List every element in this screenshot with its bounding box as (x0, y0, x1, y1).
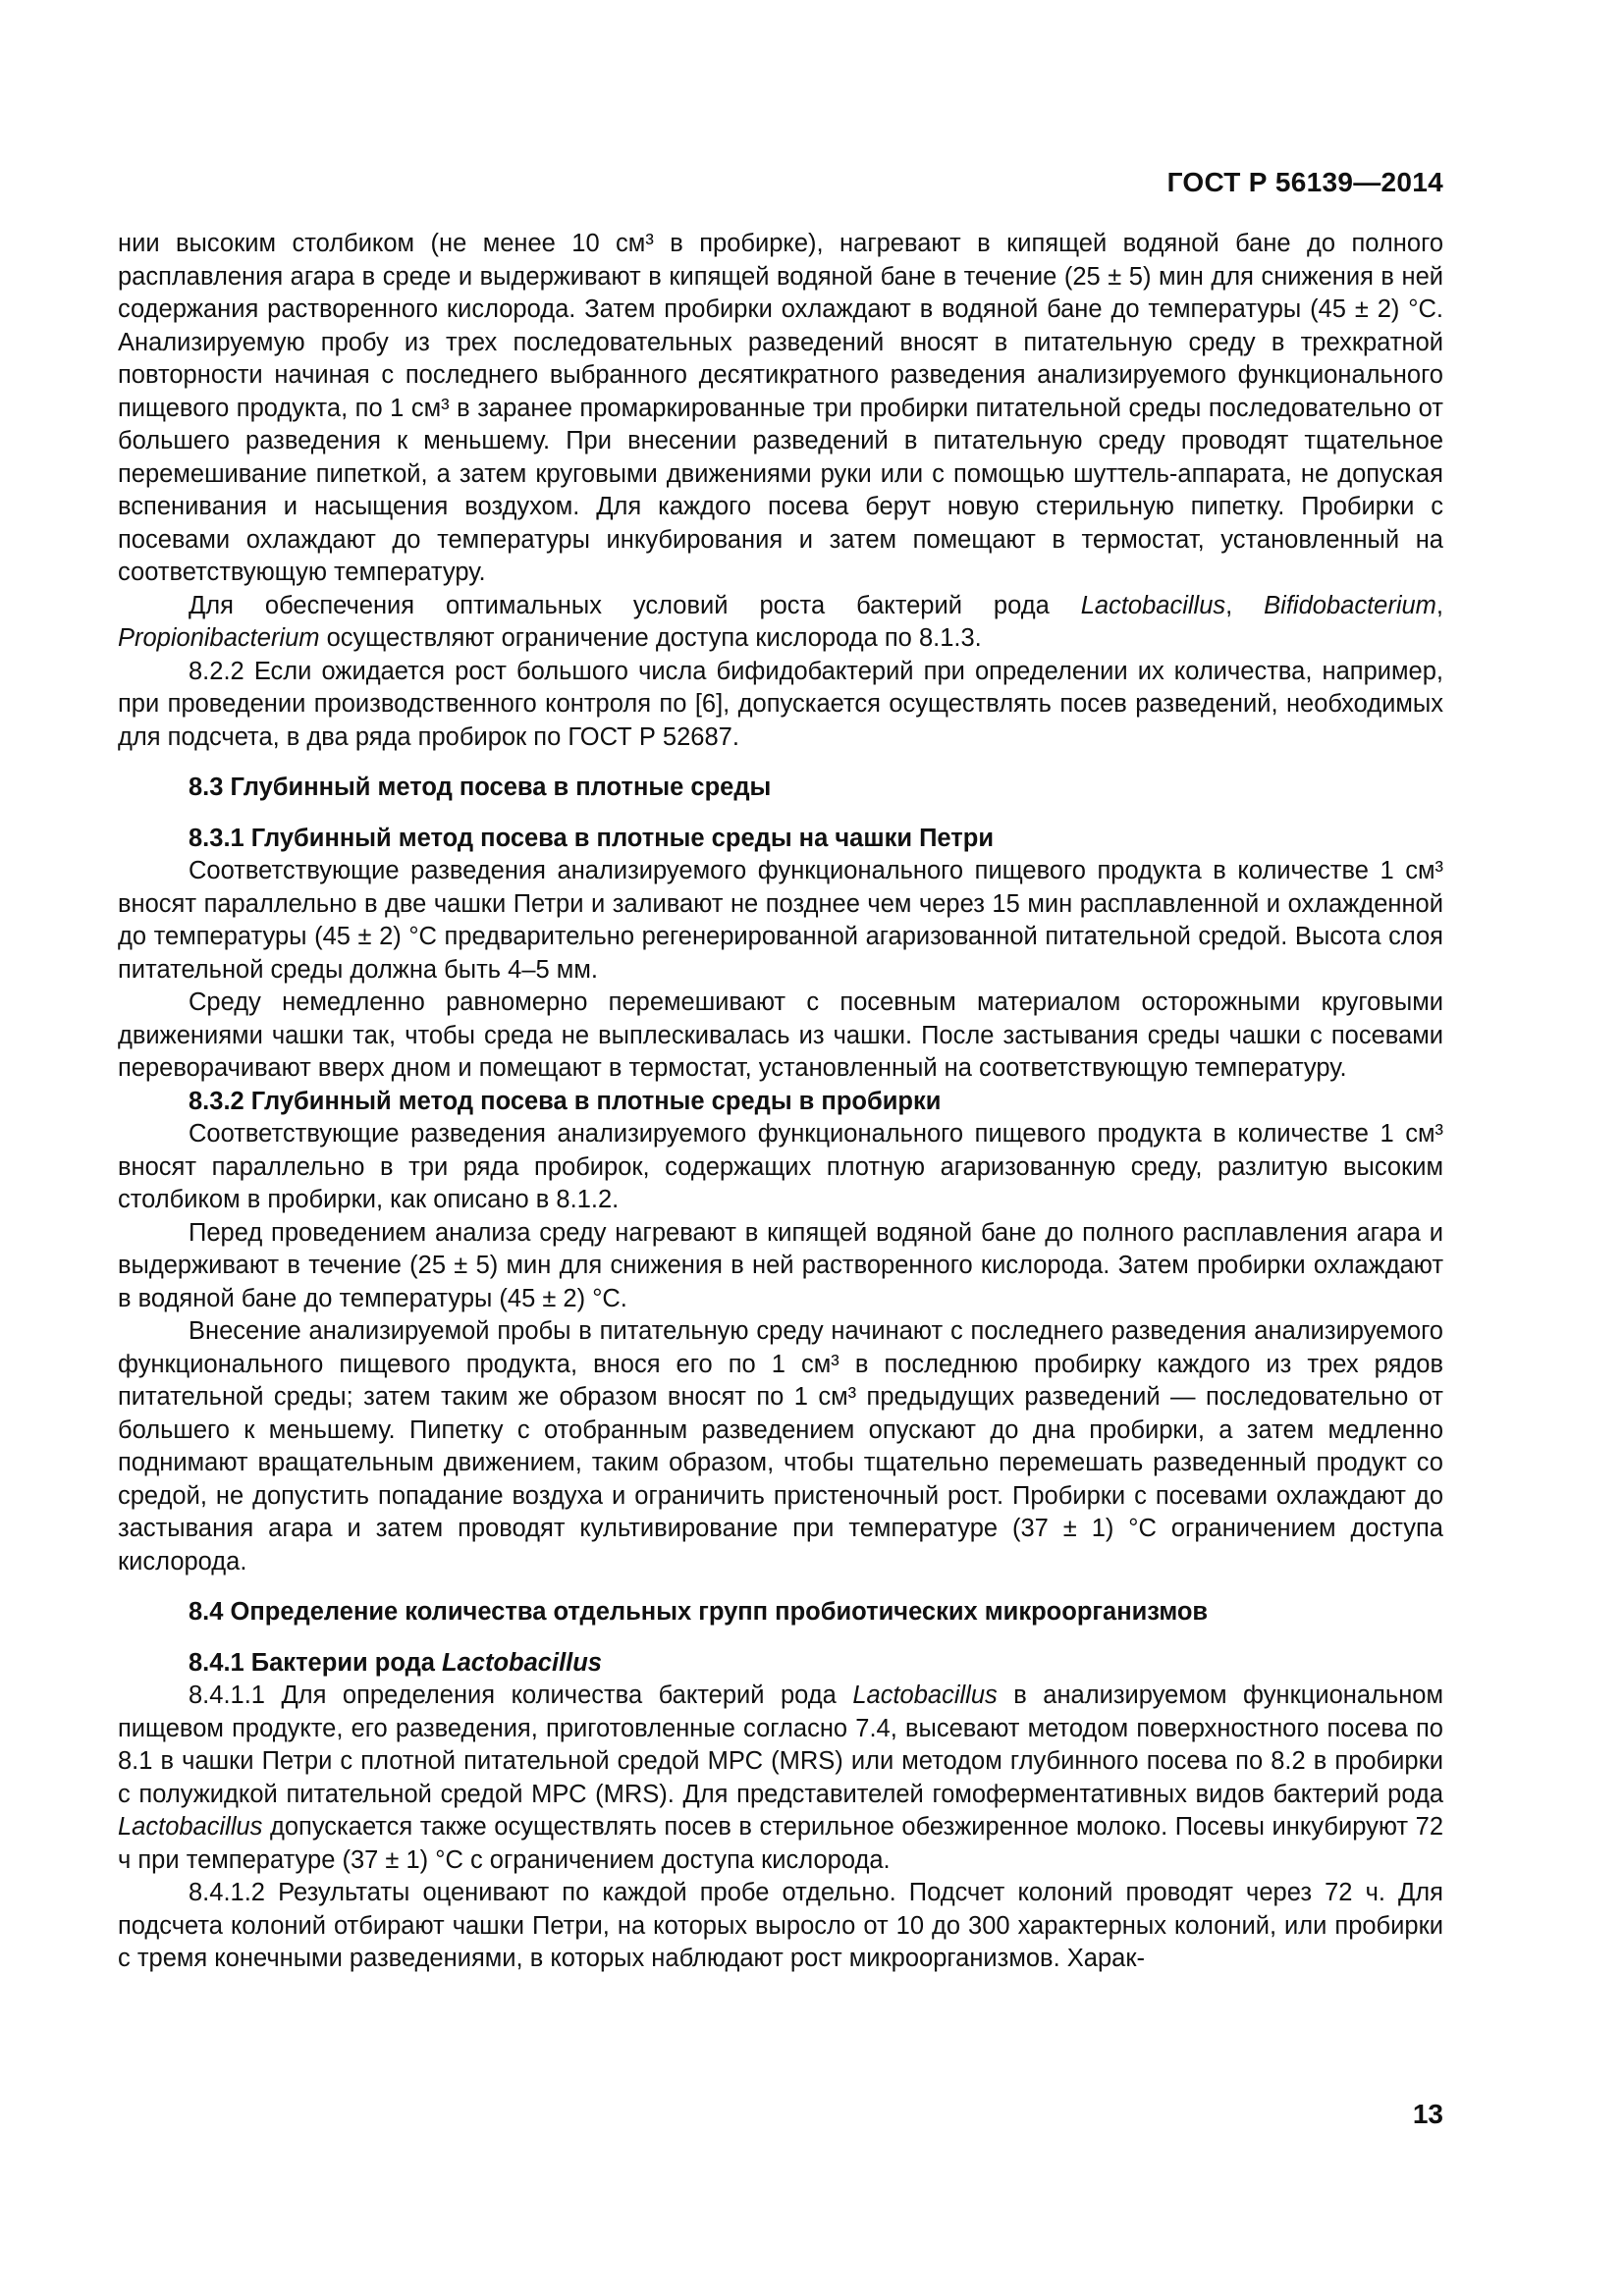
paragraph: 8.2.2 Если ожидается рост большого числа бифидобактерий при определении их количества, например, при проведении производственного контроля по [6], допускается осуществлять посев разведений, необходимых для подсчета, в два ряда пробирок по ГОСТ Р 52687. (118, 657, 1443, 751)
paragraph: Внесение анализируемой пробы в питательную среду начинают с последнего разведения анализируемого функционального пищевого продукта, внося его по 1 см³ в последнюю пробирку каждого из трех рядов питательной среды; затем таким же образом вносят по 1 см³ предыдущих разведений — последовательно от большего к меньшему. Пипетку с отобранным разведением опускают до дна пробирки, а затем медленно поднимают вращательным движением, таким образом, чтобы тщательно перемешать разведенный продукт со средой, не допустить попадание воздуха и ограничить пристеночный рост. Пробирки с посевами охлаждают до застывания агара и затем проводят культивирование при температуре (37 ± 1) °С ограничением доступа кислорода. (118, 1317, 1443, 1575)
subsection-heading: 8.4.1 Бактерии рода Lactobacillus (189, 1648, 602, 1677)
page-body (118, 228, 1443, 1976)
paragraph: 8.4.1.2 Результаты оценивают по каждой пробе отдельно. Подсчет колоний проводят через 72 ч. Для подсчета колоний отбирают чашки Петри, на которых выросло от 10 до 300 характерных колоний, или пробирки с тремя конечными разведениями, в которых наблюдают рост микроорганизмов. Харак- (118, 1879, 1443, 1972)
paragraph: Среду немедленно равномерно перемешивают с посевным материалом осторожными круговыми движениями чашки так, чтобы среда не выплескивалась из чашки. После застывания среды чашки с посевами переворачивают вверх дном и помещают в термостат, установленный на соответствующую температуру. (118, 988, 1443, 1082)
paragraph: нии высоким столбиком (не менее 10 см³ в пробирке), нагревают в кипящей водяной бане до полного расплавления агара в среде и выдерживают в кипящей водяной бане в течение (25 ± 5) мин для снижения в ней содержания растворенного кислорода. Затем пробирки охлаждают в водяной бане до температуры (45 ± 2) °С. Анализируемую пробу из трех последовательных разведений вносят в питательную среду в трехкратной повторности начиная с последнего выбранного десятикратного разведения анализируемого функционального пищевого продукта, по 1 см³ в заранее промаркированные три пробирки питательной среды последовательно от большего разведения к меньшему. При внесении разведений в питательную среду проводят тщательное перемешивание пипеткой, а затем круговыми движениями руки или с помощью шуттель-аппарата, не допуская вспенивания и насыщения воздухом. Для каждого посева берут новую стерильную пипетку. Пробирки с посевами охлаждают до температуры инкубирования и затем помещают в термостат, установленный на соответствующую температуру. (118, 230, 1443, 586)
paragraph: Соответствующие разведения анализируемого функционального пищевого продукта в количестве 1 см³ вносят параллельно в две чашки Петри и заливают не позднее чем через 15 мин расплавленной и охлажденной до температуры (45 ± 2) °С предварительно регенерированной агаризованной питательной средой. Высота слоя питательной среды должна быть 4–5 мм. (118, 857, 1443, 984)
document-header: ГОСТ Р 56139—2014 (1166, 167, 1443, 197)
subsection-heading: 8.3.1 Глубинный метод посева в плотные среды на чашки Петри (189, 824, 995, 852)
section-heading: 8.3 Глубинный метод посева в плотные среды (189, 774, 772, 801)
subsection-heading: 8.3.2 Глубинный метод посева в плотные среды в пробирки (189, 1087, 942, 1115)
paragraph: Соответствующие разведения анализируемого функционального пищевого продукта в количестве 1 см³ вносят параллельно в три ряда пробирок, содержащих плотную агаризованную среду, разлитую высоким столбиком в пробирки, как описано в 8.1.2. (118, 1120, 1443, 1213)
section-heading: 8.4 Определение количества отдельных групп пробиотических микроорганизмов (189, 1598, 1209, 1626)
paragraph: Для обеспечения оптимальных условий роста бактерий рода Lactobacillus, Bifidobacterium, Propionibacterium осуществляют ограничение доступа кислорода по 8.1.3. (118, 591, 1444, 652)
paragraph: 8.4.1.1 Для определения количества бактерий рода Lactobacillus в анализируемом функциональном пищевом продукте, его разведения, приготовленные согласно 7.4, высевают методом поверхностного посева по 8.1 в чашки Петри с плотной питательной средой МРС (MRS) или методом глубинного посева по 8.2 в пробирки с полужидкой питательной средой МРС (MRS). Для представителей гомоферментативных видов бактерий рода Lactobacillus допускается также осуществлять посев в стерильное обезжиренное молоко. Посевы инкубируют 72 ч при температуре (37 ± 1) °С с ограничением доступа кислорода. (118, 1682, 1443, 1874)
paragraph: Перед проведением анализа среду нагревают в кипящей водяной бане до полного расплавления агара и выдерживают в течение (25 ± 5) мин для снижения в ней растворенного кислорода. Затем пробирки охлаждают в водяной бане до температуры (45 ± 2) °С. (118, 1218, 1443, 1312)
page-number: 13 (1412, 2099, 1443, 2129)
